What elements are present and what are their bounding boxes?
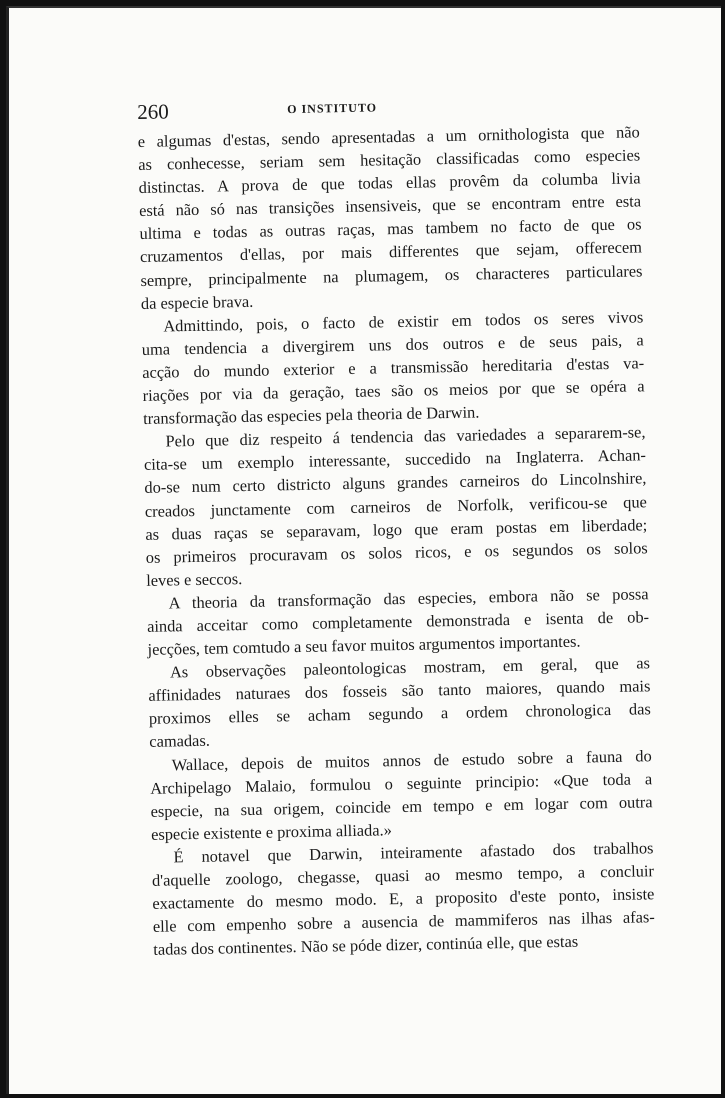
text-line: elle com empenho sobre a ausencia de mammiferos nas ilhas afas- (152, 907, 655, 937)
text-line: d'aquelle zoologo, chegasse, quasi ao mesmo tempo, a concluir (151, 861, 655, 890)
text-line: cita-se um exemplo interessante, succedido na Inglaterra. Achan- (143, 445, 647, 475)
text-line: affinidades naturaes dos fosseis são tanto maiores, quando mais (148, 676, 651, 706)
text-line: acção do mundo exterior e a transmissão hereditaria d'estas va- (142, 353, 645, 382)
text-line: creados junctamente com carneiros de Norfolk, verificou-se que (144, 491, 647, 521)
text-line: sempre, principalmente na plumagem, os characteres particulares (140, 260, 643, 290)
text-line: especie existente e proxima alliada.» (150, 820, 392, 844)
page-number: 260 (137, 99, 169, 124)
body-text (138, 120, 656, 961)
text-line: transformação das especies pela theoria de Darwin. (142, 402, 480, 429)
text-line: uma tendencia a divergirem uns dos outros e de seus pais, a (141, 330, 644, 359)
text-line: camadas. (149, 731, 211, 752)
text-line: proximos elles se acham segundo a ordem chronologica das (148, 699, 651, 729)
text-line: da especie brava. (140, 291, 254, 313)
text-line: As observações paleontologicas mostram, em geral, que as (169, 653, 651, 682)
text-line: É notavel que Darwin, inteiramente afastado dos trabalhos (173, 838, 654, 867)
text-line: leves e seccos. (146, 568, 243, 590)
text-line: ultima e todas as outras raças, mas tambem no facto de que os (139, 214, 642, 244)
page (6, 6, 721, 1094)
text-line: Archipelago Malaio, formulou o seguinte principio: «Que toda a (150, 768, 653, 798)
text-line: Admittindo, pois, o facto de existir em todos os seres vivos (163, 307, 644, 336)
running-title: O INSTITUTO (287, 100, 378, 117)
text-line: tadas dos continentes. Não se póde dizer, continúa elle, que estas (153, 931, 579, 960)
text-line: A theoria da transformação das especies, embora não se possa (168, 584, 649, 613)
text-line: e algumas d'estas, sendo apresentadas a um ornithologista que não (137, 122, 640, 151)
text-line: as conhecesse, seriam sem hesitação classificadas como especies (138, 145, 641, 175)
text-line: distinctas. A prova de que todas ellas provêm da columba livia (138, 168, 641, 198)
text-line: os primeiros procuravam os solos ricos, e os segundos os solos (145, 537, 648, 567)
text-line: ainda acceitar como completamente demonstrada e isenta de ob- (146, 607, 650, 636)
text-line: especie, na sua origem, coincide em tempo e em logar com outra (150, 791, 653, 821)
text-line: riações por via da geração, taes são os meios por que se opéra a (142, 376, 645, 405)
text-line: jecções, tem comtudo a seu favor muitos argumentos importantes. (147, 631, 581, 659)
text-block (137, 90, 656, 999)
text-line: cruzamentos d'ellas, por mais differentes que sejam, offerecem (139, 237, 643, 267)
text-line: exactamente do mesmo modo. E, a proposito d'este ponto, insiste (152, 884, 655, 913)
text-line: Pelo que diz respeito á tendencia das variedades a separarem-se, (165, 422, 646, 451)
text-line: Wallace, depois de muitos annos de estudo sobre a fauna do (171, 745, 652, 774)
text-line: as duas raças se separavam, logo que eram postas em liberdade; (145, 514, 648, 544)
text-line: está não só nas transições insensiveis, que se encontram entre esta (138, 191, 642, 221)
text-line: do-se num certo districto alguns grandes carneiros do Lincolnshire, (144, 468, 647, 498)
